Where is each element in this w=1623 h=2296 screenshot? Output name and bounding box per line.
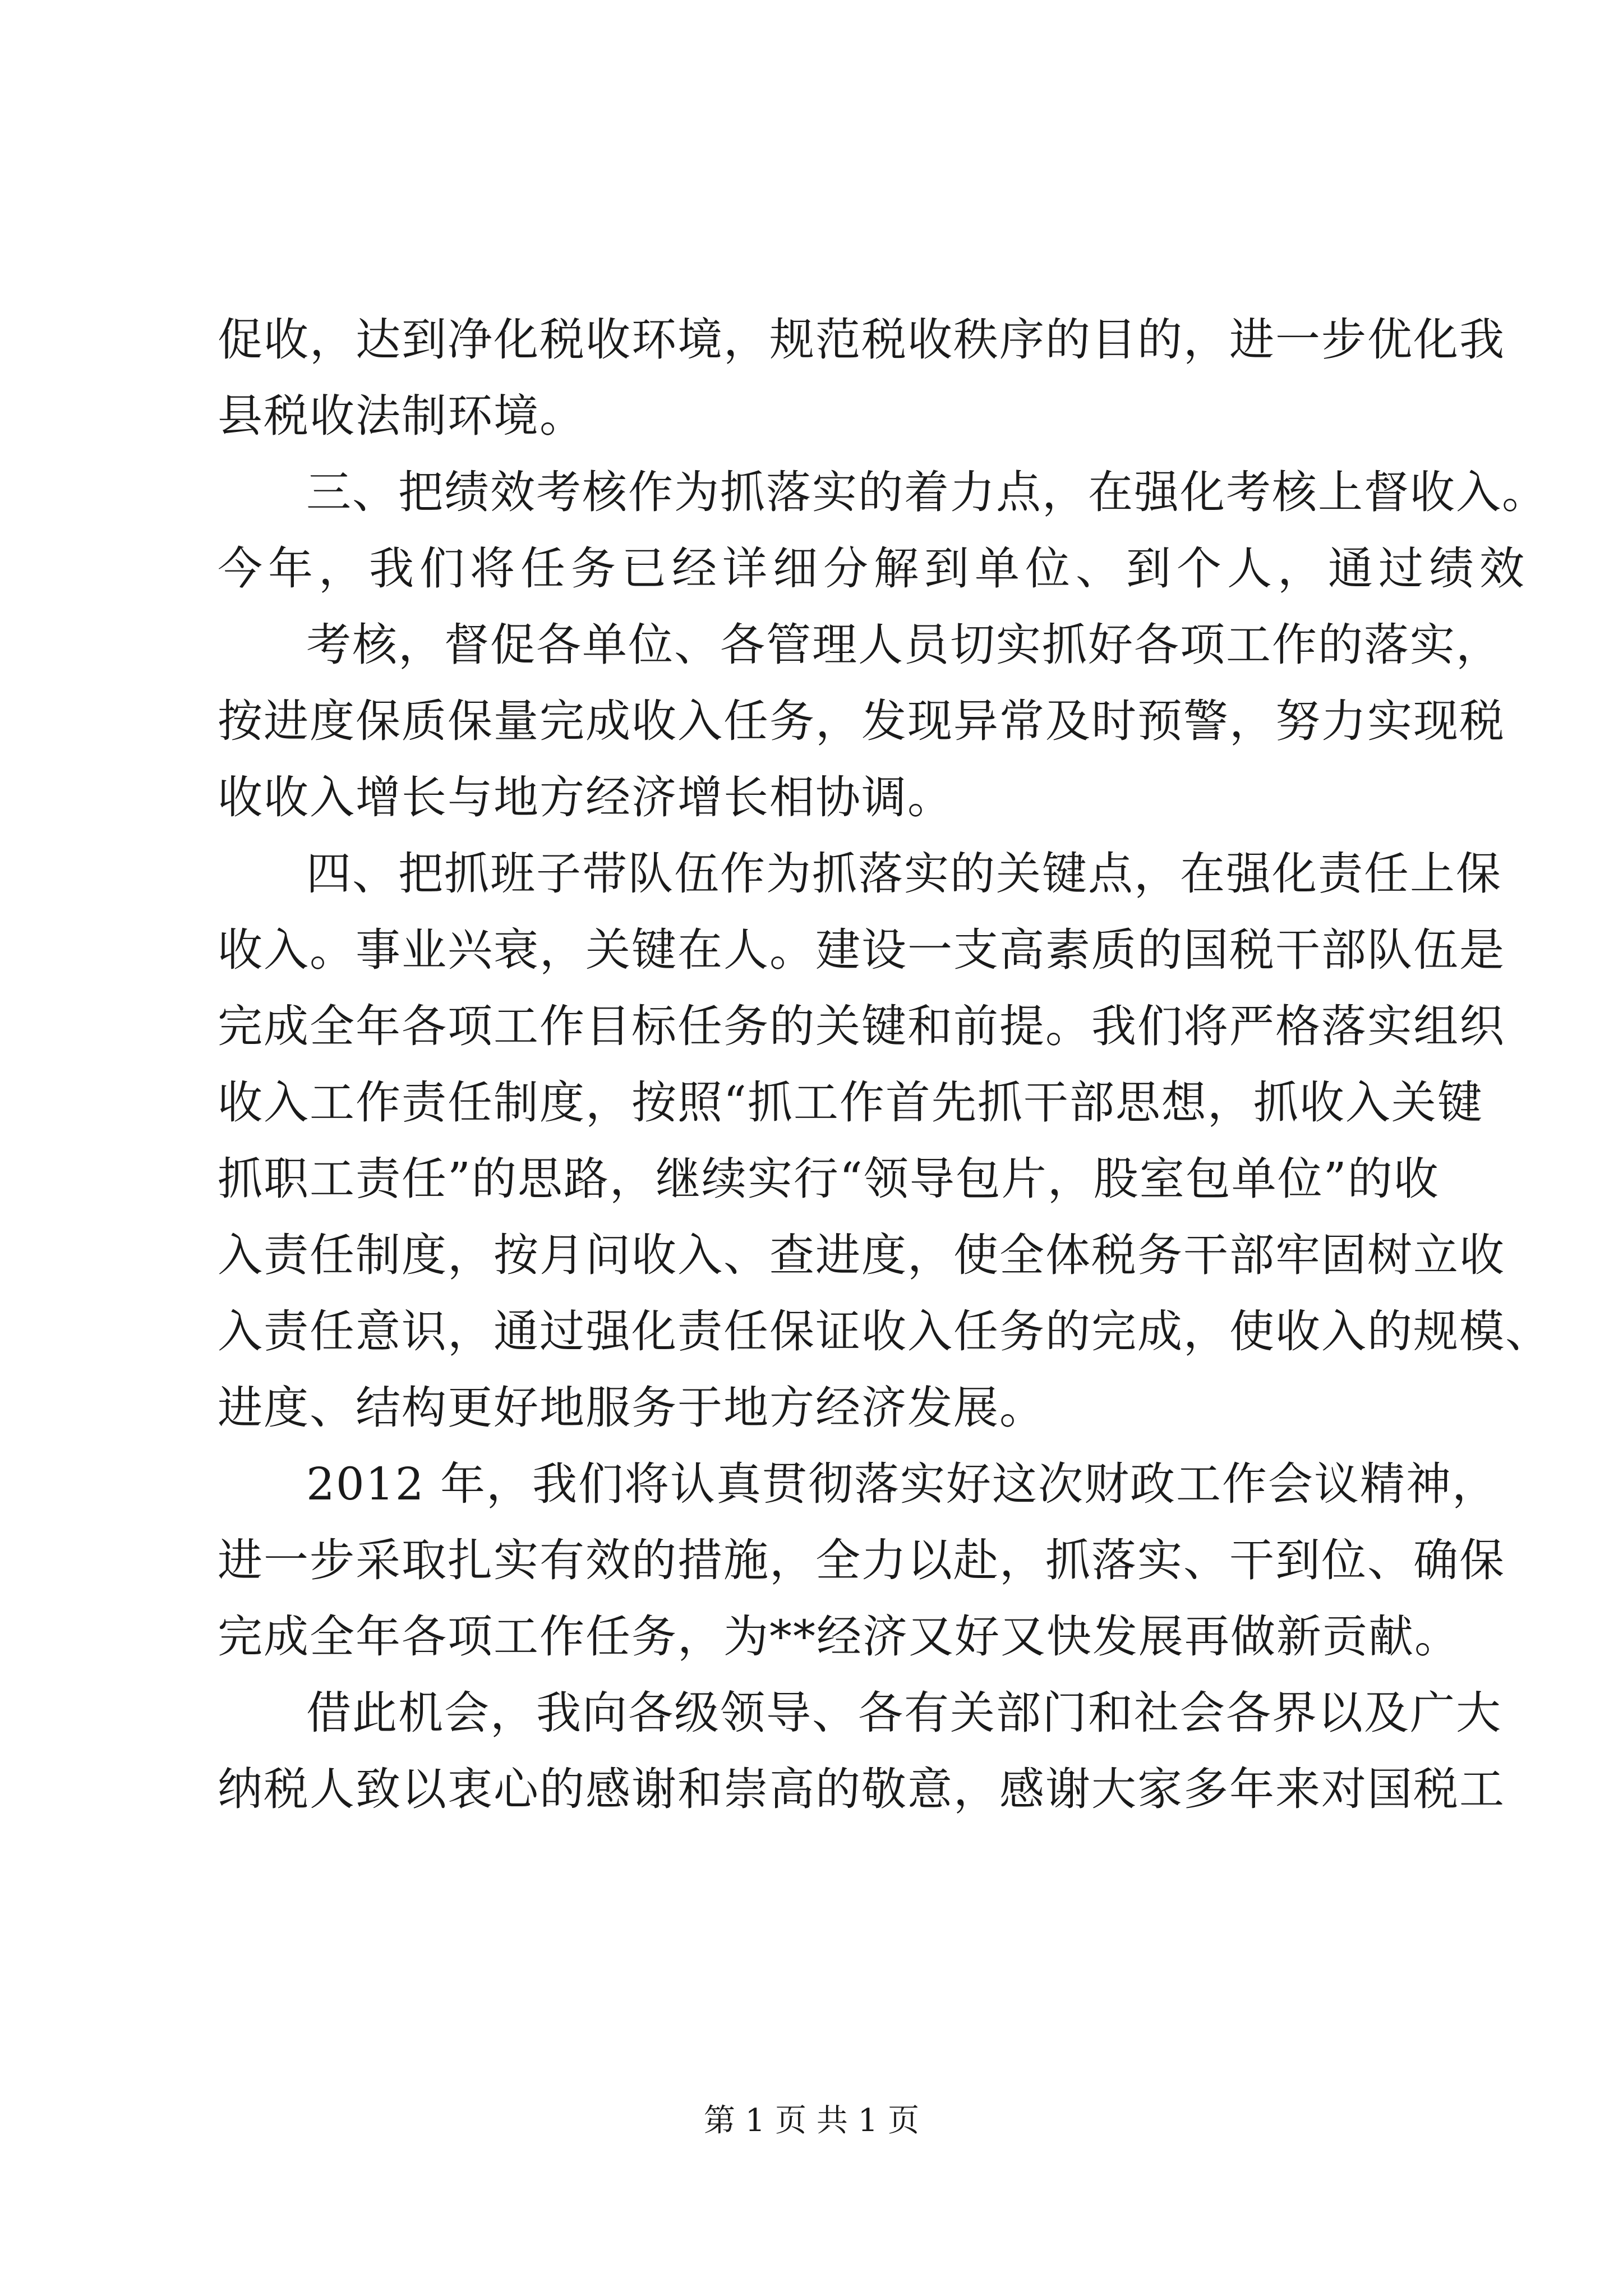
- text-line: 进度、结构更好地服务于地方经济发展。: [218, 1382, 1045, 1434]
- text-line: 入责任制度，按月问收入、查进度，使全体税务干部牢固树立收: [218, 1229, 1505, 1281]
- paragraph-start: 2012 年，我们将认真贯彻落实好这次财政工作会议精神，: [306, 1458, 1498, 1510]
- paragraph-heading: 三、把绩效考核作为抓落实的着力点，在强化考核上督收入。: [306, 466, 1548, 518]
- paragraph-heading: 四、把抓班子带队伍作为抓落实的关键点，在强化责任上保: [306, 848, 1502, 900]
- text-line: 完成全年各项工作任务，为**经济又好又快发展再做新贡献。: [218, 1611, 1460, 1663]
- text-line: 考核，督促各单位、各管理人员切实抓好各项工作的落实，: [306, 619, 1502, 671]
- text-line: 完成全年各项工作目标任务的关键和前提。我们将严格落实组织: [218, 1000, 1505, 1052]
- text-line: 抓职工责任”的思路，继续实行“领导包片，股室包单位”的收: [218, 1153, 1440, 1205]
- page-number: 第 1 页 共 1 页: [703, 2102, 920, 2139]
- page-footer: [0, 2101, 1623, 2141]
- document-body: [218, 302, 1551, 1828]
- text-line: 收收入增长与地方经济增长相协调。: [218, 771, 953, 823]
- text-line: 纳税人致以衷心的感谢和崇高的敬意，感谢大家多年来对国税工: [218, 1763, 1505, 1815]
- text-line: 今年，我们将任务已经详细分解到单位、到个人，通过绩效: [218, 542, 1530, 595]
- paragraph-start: 借此机会，我向各级领导、各有关部门和社会各界以及广大: [306, 1687, 1502, 1739]
- text-line: 促收，达到净化税收环境，规范税收秩序的目的，进一步优化我: [218, 314, 1505, 366]
- text-line: 入责任意识，通过强化责任保证收入任务的完成，使收入的规模、: [218, 1305, 1551, 1358]
- text-line: 进一步采取扎实有效的措施，全力以赴，抓落实、干到位、确保: [218, 1534, 1505, 1586]
- text-line: 县税收法制环境。: [218, 390, 585, 442]
- text-line: 收入。事业兴衰，关键在人。建设一支高素质的国税干部队伍是: [218, 924, 1505, 976]
- text-line: 按进度保质保量完成收入任务，发现异常及时预警，努力实现税: [218, 695, 1505, 747]
- text-line: 收入工作责任制度，按照“抓工作首先抓干部思想，抓收入关键: [218, 1076, 1483, 1129]
